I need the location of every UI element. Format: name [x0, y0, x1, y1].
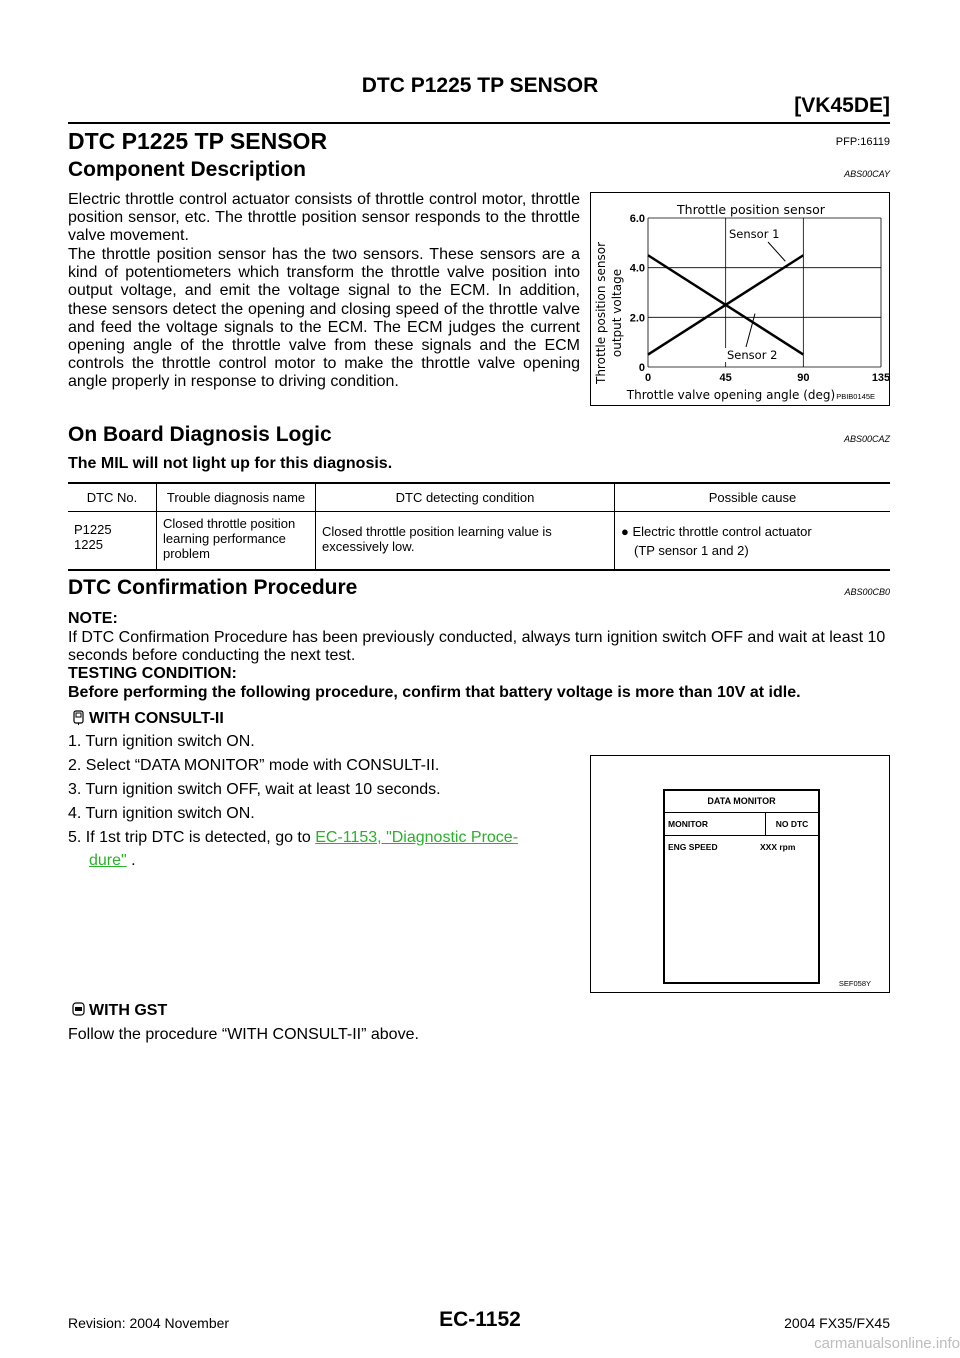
chart-ytick-label: 4.0 — [629, 262, 645, 275]
monitor-col-label: MONITOR — [668, 819, 708, 829]
chart-ytick-label: 2.0 — [629, 312, 645, 325]
chart-xtick-label: 90 — [797, 372, 810, 384]
consult-heading-text: WITH CONSULT-II — [89, 710, 224, 727]
monitor-item-value: XXX rpm — [760, 842, 796, 852]
dtc-no-primary: P1225 — [74, 522, 112, 537]
watermark: carmanualsonline.info — [814, 1335, 960, 1352]
tp-sensor-chart-figure — [590, 192, 890, 406]
monitor-column-row — [665, 813, 818, 836]
chart-figure-id: PBIB0145E — [836, 392, 875, 401]
data-monitor-figure — [590, 755, 890, 993]
cause-line-2: (TP sensor 1 and 2) — [634, 543, 749, 558]
chart-title: Throttle position sensor — [677, 202, 825, 217]
cell-possible-cause — [615, 512, 891, 571]
chart-series-label: Sensor 2 — [727, 348, 778, 362]
col-detecting-condition: DTC detecting condition — [316, 483, 615, 512]
consult-heading — [72, 710, 224, 728]
mil-note: The MIL will not light up for this diagnosis. — [68, 455, 393, 472]
step-5 — [68, 829, 580, 847]
tp-sensor-chart — [591, 193, 889, 405]
col-possible-cause: Possible cause — [615, 483, 891, 512]
chart-series-label: Sensor 1 — [729, 227, 780, 241]
section-title-text: DTC P1225 TP SENSOR — [68, 128, 328, 154]
confirmation-ref: ABS00CB0 — [844, 587, 890, 597]
consult-tool-icon — [72, 710, 85, 725]
chart-xlabel: Throttle valve opening angle (deg) — [626, 388, 836, 402]
monitor-screen — [663, 789, 820, 984]
step-5-cont — [89, 852, 136, 870]
component-description-heading: Component Description — [68, 158, 307, 181]
monitor-item-label: ENG SPEED — [668, 842, 718, 852]
chart-ylabel-line2: output voltage — [610, 268, 624, 358]
confirmation-heading: DTC Confirmation Procedure — [68, 576, 358, 599]
footer-model: 2004 FX35/FX45 — [784, 1315, 890, 1331]
monitor-status-label: NO DTC — [765, 813, 818, 835]
chart-xtick-label: 45 — [719, 372, 732, 384]
page-header-title: DTC P1225 TP SENSOR — [361, 74, 599, 97]
cell-trouble-name: Closed throttle position learning performance problem — [157, 512, 316, 571]
monitor-figure-id: SEF058Y — [838, 979, 871, 988]
table-row — [68, 512, 890, 571]
bullet-icon: ● — [621, 524, 629, 539]
diagnostic-procedure-link[interactable]: EC-1153, "Diagnostic Proce- — [315, 829, 519, 846]
monitor-title: DATA MONITOR — [665, 791, 818, 813]
gst-heading-text: WITH GST — [89, 1002, 168, 1019]
note-text: If DTC Confirmation Procedure has been previously conducted, always turn ignition switch OFF and wait at least 10 seconds before conducting the next test. — [68, 629, 886, 665]
step-3: 3. Turn ignition switch OFF, wait at least 10 seconds. — [68, 781, 441, 798]
dtc-table — [68, 482, 890, 571]
pfp-code: PFP:16119 — [835, 136, 890, 148]
gst-heading — [72, 1002, 167, 1020]
component-description-ref: ABS00CAY — [844, 169, 890, 179]
note-label: NOTE: — [68, 610, 118, 627]
col-dtc-no: DTC No. — [68, 483, 157, 512]
testing-condition-text: Before performing the following procedure, confirm that battery voltage is more than 10V at idle. — [68, 684, 801, 701]
testing-condition-label: TESTING CONDITION: — [68, 665, 237, 682]
chart-ytick-label: 0 — [638, 362, 645, 374]
cause-item — [621, 524, 884, 539]
component-description-text2: The throttle position sensor has the two sensors. These sensors are a kind of potentiometers which transform the throttle valve position into output voltage, and emit the voltage signal to the ECM. In addition, these sensors detect the opening and closing speed of the throttle valve and feed the voltage signals to the ECM. The ECM judges the current opening angle of the throttle valve from these signals and the ECM controls the throttle control motor to make the throttle valve opening angle properly in response to driving condition. — [68, 246, 580, 391]
step-5-suffix: . — [126, 852, 136, 869]
chart-series-leader — [768, 242, 785, 261]
obd-logic-heading: On Board Diagnosis Logic — [68, 423, 332, 446]
step-1: 1. Turn ignition switch ON. — [68, 733, 255, 750]
chart-xtick-label: 135 — [871, 372, 889, 384]
diagnostic-procedure-link-cont[interactable]: dure" — [89, 852, 127, 869]
footer-revision: Revision: 2004 November — [68, 1315, 230, 1331]
chart-ylabel-line1: Throttle position sensor — [594, 241, 608, 385]
footer-page-number: EC-1152 — [439, 1308, 521, 1331]
dtc-no-secondary: 1225 — [74, 537, 103, 552]
chart-ytick-label: 6.0 — [629, 213, 645, 225]
obd-logic-ref: ABS00CAZ — [843, 434, 890, 444]
gst-tool-icon — [72, 1002, 85, 1017]
chart-xtick-label: 0 — [644, 372, 652, 384]
monitor-data-row — [665, 836, 818, 852]
section-title — [68, 128, 327, 155]
col-trouble-name: Trouble diagnosis name — [157, 483, 316, 512]
cell-dtc-no — [68, 512, 157, 571]
dtc-table-header-row — [68, 483, 890, 512]
gst-text: Follow the procedure “WITH CONSULT-II” above. — [68, 1026, 419, 1043]
component-description-text1: Electric throttle control actuator consists of throttle control motor, throttle position sensor, etc. The throttle position sensor responds to the throttle valve movement. — [68, 191, 580, 245]
engine-code: [VK45DE] — [794, 94, 890, 117]
cell-detecting-condition: Closed throttle position learning value is excessively low. — [316, 512, 615, 571]
step-4: 4. Turn ignition switch ON. — [68, 805, 255, 822]
header-rule — [68, 122, 890, 124]
step-5-text: 5. If 1st trip DTC is detected, go to — [68, 829, 316, 846]
cause-line-1: Electric throttle control actuator — [632, 524, 812, 539]
step-2: 2. Select “DATA MONITOR” mode with CONSULT-II. — [68, 757, 440, 774]
